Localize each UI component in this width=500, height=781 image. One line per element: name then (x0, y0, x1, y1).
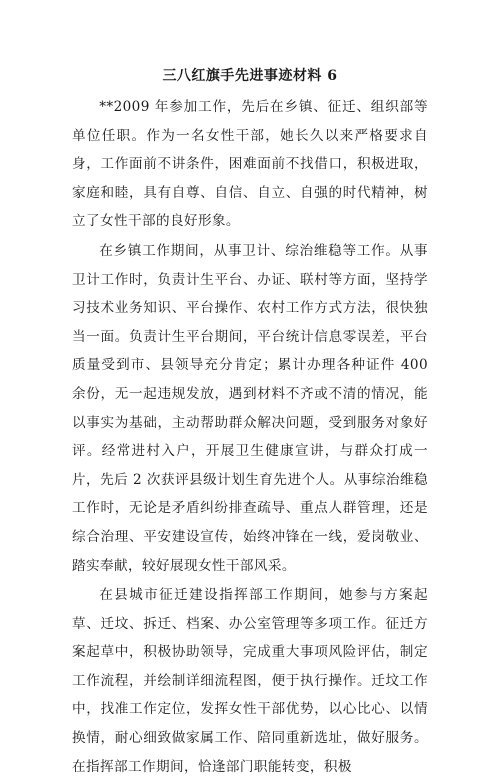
document-title: 三八红旗手先进事迹材料 6 (162, 68, 338, 84)
paragraph-township-work: 在乡镇工作期间，从事卫计、综治维稳等工作。从事卫计工作时，负责计生平台、办证、联村等方面，坚持学习技术业务知识、平台操作、农村工作方式方法，很快独当一面。负责计生平台期间，平台统计信息零误差，平台质量受到市、县领导充分肯定；累计办理各种证件 400 余份，无一起违规发放，遇到材料不齐或不清的情况，能以事实为基础，主动帮助群众解决问题，受到服务对象好评。经常进村入户，开展卫生健康宣讲，与群众打成一片，先后 2 次获评县级计划生育先进个人。从事综治维稳工作时，无论是矛盾纠纷排查疏导、重点人群管理，还是综合治理、平安建设宣传，始终冲锋在一线，爱岗敬业、踏实奉献，较好展现女性干部风采。 (72, 242, 428, 574)
paragraph-intro: **2009 年参加工作，先后在乡镇、征迁、组织部等单位任职。作为一名女性干部，她长久以来严格要求自身，工作面前不讲条件，困难面前不找借口，积极进取，家庭和睦，具有自尊、自信、自立、自强的时代精神，树立了女性干部的良好形象。 (72, 99, 428, 230)
paragraph-demolition-work: 在县城市征迁建设指挥部工作期间，她参与方案起草、迁坟、拆迁、档案、办公室管理等多项工作。征迁方案起草中，积极协助领导，完成重大事项风险评估，制定工作流程，并绘制详细流程图，便于执行操作。迁坟工作中，找准工作定位，发挥女性干部优势，以心比心、以情换情，耐心细致做家属工作、陪同重新选址，做好服务。在指挥部工作期间，恰逢部门职能转变，积极 (72, 587, 428, 775)
